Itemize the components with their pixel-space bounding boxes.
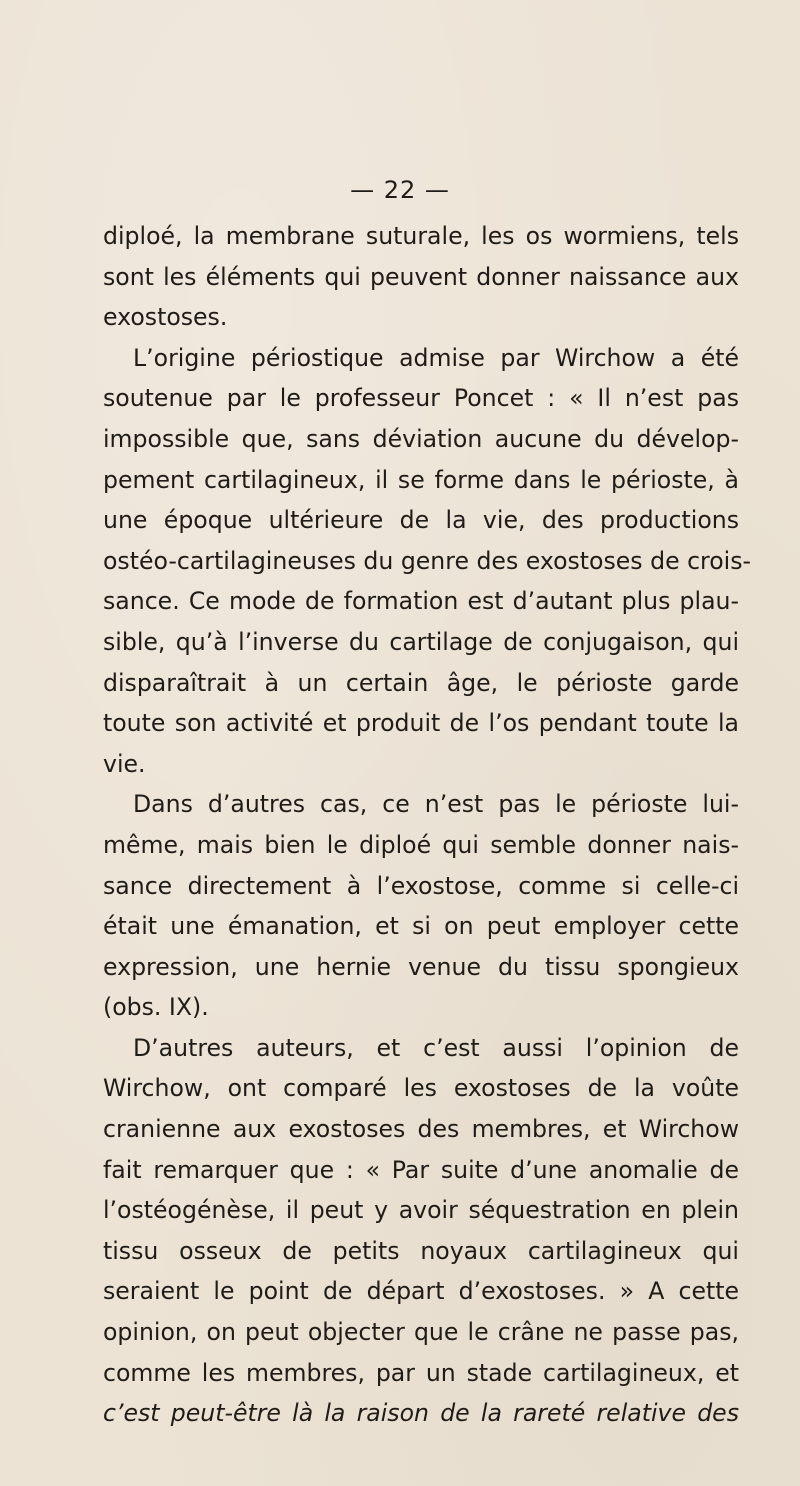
page-number: — 22 — — [350, 176, 450, 204]
text-line: Dans d’autres cas, ce n’est pas le périoste lui- — [133, 790, 739, 819]
text-line: seraient le point de départ d’exostoses. » A cette — [103, 1277, 739, 1306]
text-line: expression, une hernie venue du tissu spongieux — [103, 952, 739, 981]
text-line: était une émanation, et si on peut employer cette — [103, 912, 739, 941]
text-line: une époque ultérieure de la vie, des productions — [103, 506, 739, 535]
text-line: (obs. IX). — [103, 993, 209, 1022]
text-line: D’autres auteurs, et c’est aussi l’opinion de — [133, 1033, 739, 1062]
text-line: sible, qu’à l’inverse du cartilage de conjugaison, qui — [103, 627, 739, 656]
text-line: sont les éléments qui peuvent donner naissance aux — [103, 262, 739, 291]
text-line: tissu osseux de petits noyaux cartilagineux qui — [103, 1236, 739, 1265]
text-line: vie. — [103, 749, 146, 778]
text-line: comme les membres, par un stade cartilagineux, et — [103, 1358, 739, 1387]
text-line: Wirchow, ont comparé les exostoses de la voûte — [103, 1074, 739, 1103]
text-line: même, mais bien le diploé qui semble donner nais- — [103, 830, 739, 859]
text-line: exostoses. — [103, 303, 228, 332]
text-line: ostéo-cartilagineuses du genre des exostoses de crois- — [103, 546, 752, 575]
text-line: soutenue par le professeur Poncet : « Il n’est pas — [103, 384, 739, 413]
text-line: sance directement à l’exostose, comme si celle-ci — [103, 871, 739, 900]
text-line: disparaîtrait à un certain âge, le périoste garde — [103, 668, 739, 697]
text-line: l’ostéogénèse, il peut y avoir séquestration en plein — [103, 1196, 739, 1225]
text-line: sance. Ce mode de formation est d’autant plus plau- — [103, 587, 739, 616]
text-line: pement cartilagineux, il se forme dans le périoste, à — [103, 465, 739, 494]
body-text — [103, 216, 752, 1434]
text-line: impossible que, sans déviation aucune du dévelop- — [103, 424, 739, 453]
text-line: opinion, on peut objecter que le crâne ne passe pas, — [103, 1318, 739, 1347]
text-line-italic: c’est peut-être là la raison de la rareté relative des — [103, 1399, 739, 1428]
text-line: L’origine périostique admise par Wirchow a été — [133, 343, 739, 372]
text-line: toute son activité et produit de l’os pendant toute la — [103, 709, 739, 738]
text-line: fait remarquer que : « Par suite d’une anomalie de — [103, 1155, 739, 1184]
text-line: diploé, la membrane suturale, les os wormiens, tels — [103, 222, 739, 250]
text-line: cranienne aux exostoses des membres, et Wirchow — [103, 1115, 739, 1144]
